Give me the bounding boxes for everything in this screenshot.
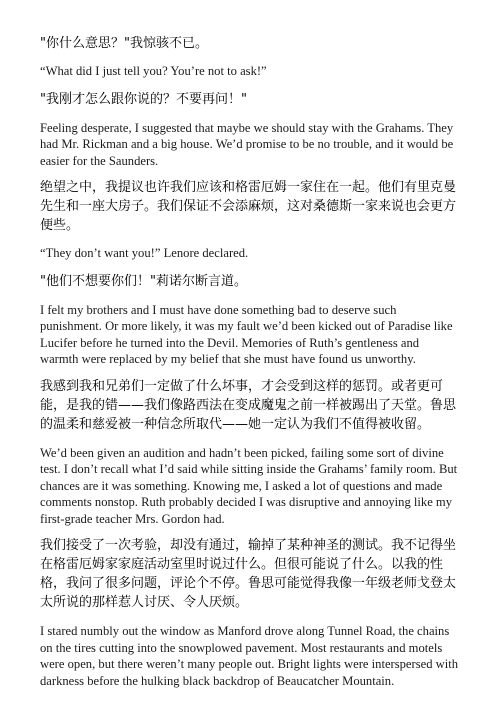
paragraph-chinese-3: 绝望之中，我提议也许我们应该和格雷厄姆一家住在一起。他们有里克曼先生和一座大房子。我们保证不会添麻烦，这对桑德斯一家来说也会更方便些。 [40,180,457,233]
paragraph-english-6: I stared numbly out the window as Manford drove along Tunnel Road, the chains on the tires cutting into the snowplowed pavement. Most restaurants and motels were open, but there weren’t many people out. Bright lights were interspersed with darkness before the hulking black backdrop of Beaucatcher Mountain. [40,624,459,688]
paragraph-chinese-1: "你什么意思？"我惊骇不已。 [40,36,208,51]
paragraph-english-5: We’d been given an audition and hadn’t been picked, failing some sort of divine test. I don’t recall what I’d said while sitting inside the Grahams’ family room. But chances are it was something. Knowing me, I asked a lot of questions and made comments nonstop. Ruth probably decided I was disruptive and annoying like my first-grade teacher Mrs. Gordon had. [40,445,458,526]
paragraph-chinese-2: "我刚才怎么跟你说的？不要再问！" [40,91,247,107]
paragraph-english-2: Feeling desperate, I suggested that maybe we should stay with the Grahams. They had Mr. Rickman and a big house. We’d promise to be no trouble, and it would be easier for the Saunders. [40,120,454,168]
paragraph-english-1: “What did I just tell you? You’re not to ask!” [40,64,267,78]
paragraph-chinese-4: "他们不想要你们！"莉诺尔断言道。 [40,273,247,289]
paragraph-english-4: I felt my brothers and I must have done something bad to deserve such punishment. Or more likely, it was my fault we’d been kicked out of Paradise like Lucifer before he turned into the Devil. Memories of Ruth’s gentleness and warmth were replaced by my belief that she must have found us unworthy. [40,302,453,366]
paragraph-english-3: “They don’t want you!” Lenore declared. [40,246,249,260]
paragraph-chinese-5: 我感到我和兄弟们一定做了什么坏事，才会受到这样的惩罚。或者更可能，是我的错——我们像路西法在变成魔鬼之前一样被踢出了天堂。鲁思的温柔和慈爱被一种信念所取代——她一定认为我们不值得被收留。 [40,378,457,432]
paragraph-chinese-6: 我们接受了一次考验，却没有通过，输掉了某种神圣的测试。我不记得坐在格雷厄姆家家庭活动室里时说过什么。但很可能说了什么。以我的性格，我问了很多问题，评论个不停。鲁思可能觉得我像一年级老师戈登太太所说的那样惹人讨厌、令人厌烦。 [40,538,457,610]
